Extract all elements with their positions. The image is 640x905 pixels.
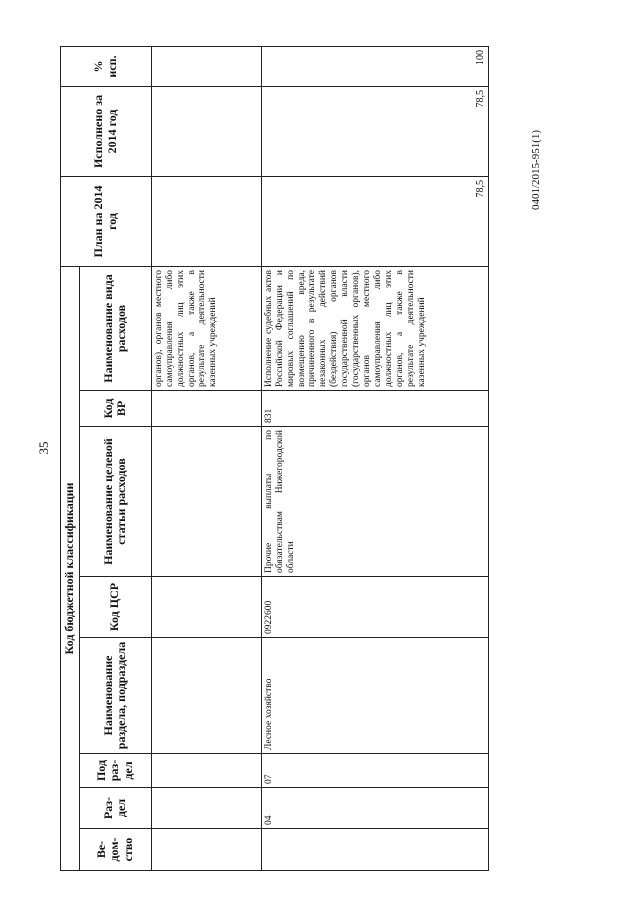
- vr-name-header: Наименование вида расходов: [79, 266, 151, 390]
- csr-name-cell: Прочие выплаты по обязательствам Нижегородской области: [261, 427, 488, 577]
- razdel-cell: 04: [261, 788, 488, 829]
- fact-cell: [151, 86, 261, 176]
- page-number: 35: [36, 441, 51, 455]
- vr-cell: [151, 391, 261, 427]
- plan-cell: 78,5: [261, 176, 488, 266]
- podrazdel-cell: [151, 754, 261, 788]
- vedomstvo-header: Ве-дом-ство: [79, 829, 151, 871]
- budget-table-container: [60, 47, 489, 871]
- header-row-group: [61, 46, 80, 870]
- razdel-cell: [151, 788, 261, 829]
- razdel-name-cell: Лесное хозяйство: [261, 638, 488, 754]
- fact-cell: 78,5: [261, 86, 488, 176]
- csr-name-header: Наименование целевой статьи расходов: [79, 427, 151, 577]
- fact-header: Исполнено за 2014 год: [61, 86, 152, 176]
- vr-cell: 831: [261, 391, 488, 427]
- razdel-name-header: Наименование раздела, подраздела: [79, 638, 151, 754]
- percent-header: % исп.: [61, 46, 152, 86]
- csr-cell: 0922600: [261, 577, 488, 638]
- percent-cell: [151, 46, 261, 86]
- csr-cell: [151, 577, 261, 638]
- percent-cell: 100: [261, 46, 488, 86]
- plan-header: План на 2014 год: [61, 176, 152, 266]
- table-row: [151, 46, 261, 870]
- document-code: 0401/2015-951(1): [530, 129, 542, 210]
- vedomstvo-cell: [151, 829, 261, 871]
- vr-name-cell: органов), органов местного самоуправления либо должностных лиц этих органов, а также в результате деятельности казенных учреждений: [151, 266, 261, 390]
- podrazdel-header: Под раз-дел: [79, 754, 151, 788]
- razdel-name-cell: [151, 638, 261, 754]
- vedomstvo-cell: [261, 829, 488, 871]
- table-row: [261, 46, 488, 870]
- razdel-header: Раз-дел: [79, 788, 151, 829]
- csr-name-cell: [151, 427, 261, 577]
- csr-header: Код ЦСР: [79, 577, 151, 638]
- plan-cell: [151, 176, 261, 266]
- podrazdel-cell: 07: [261, 754, 488, 788]
- budget-classification-header: Код бюджетной классификации: [61, 266, 80, 870]
- vr-name-cell: Исполнение судебных актов Российской Федерации и мировых соглашений по возмещению вреда, причиненного в результате незаконных действий (бездействия) органов государственной власти (государственных органов), органов местного самоуправления либо должностных лиц этих органов, а также в результате деятельности казенных учреждений: [261, 266, 488, 390]
- vr-header: Код ВР: [79, 391, 151, 427]
- budget-table: [60, 46, 489, 871]
